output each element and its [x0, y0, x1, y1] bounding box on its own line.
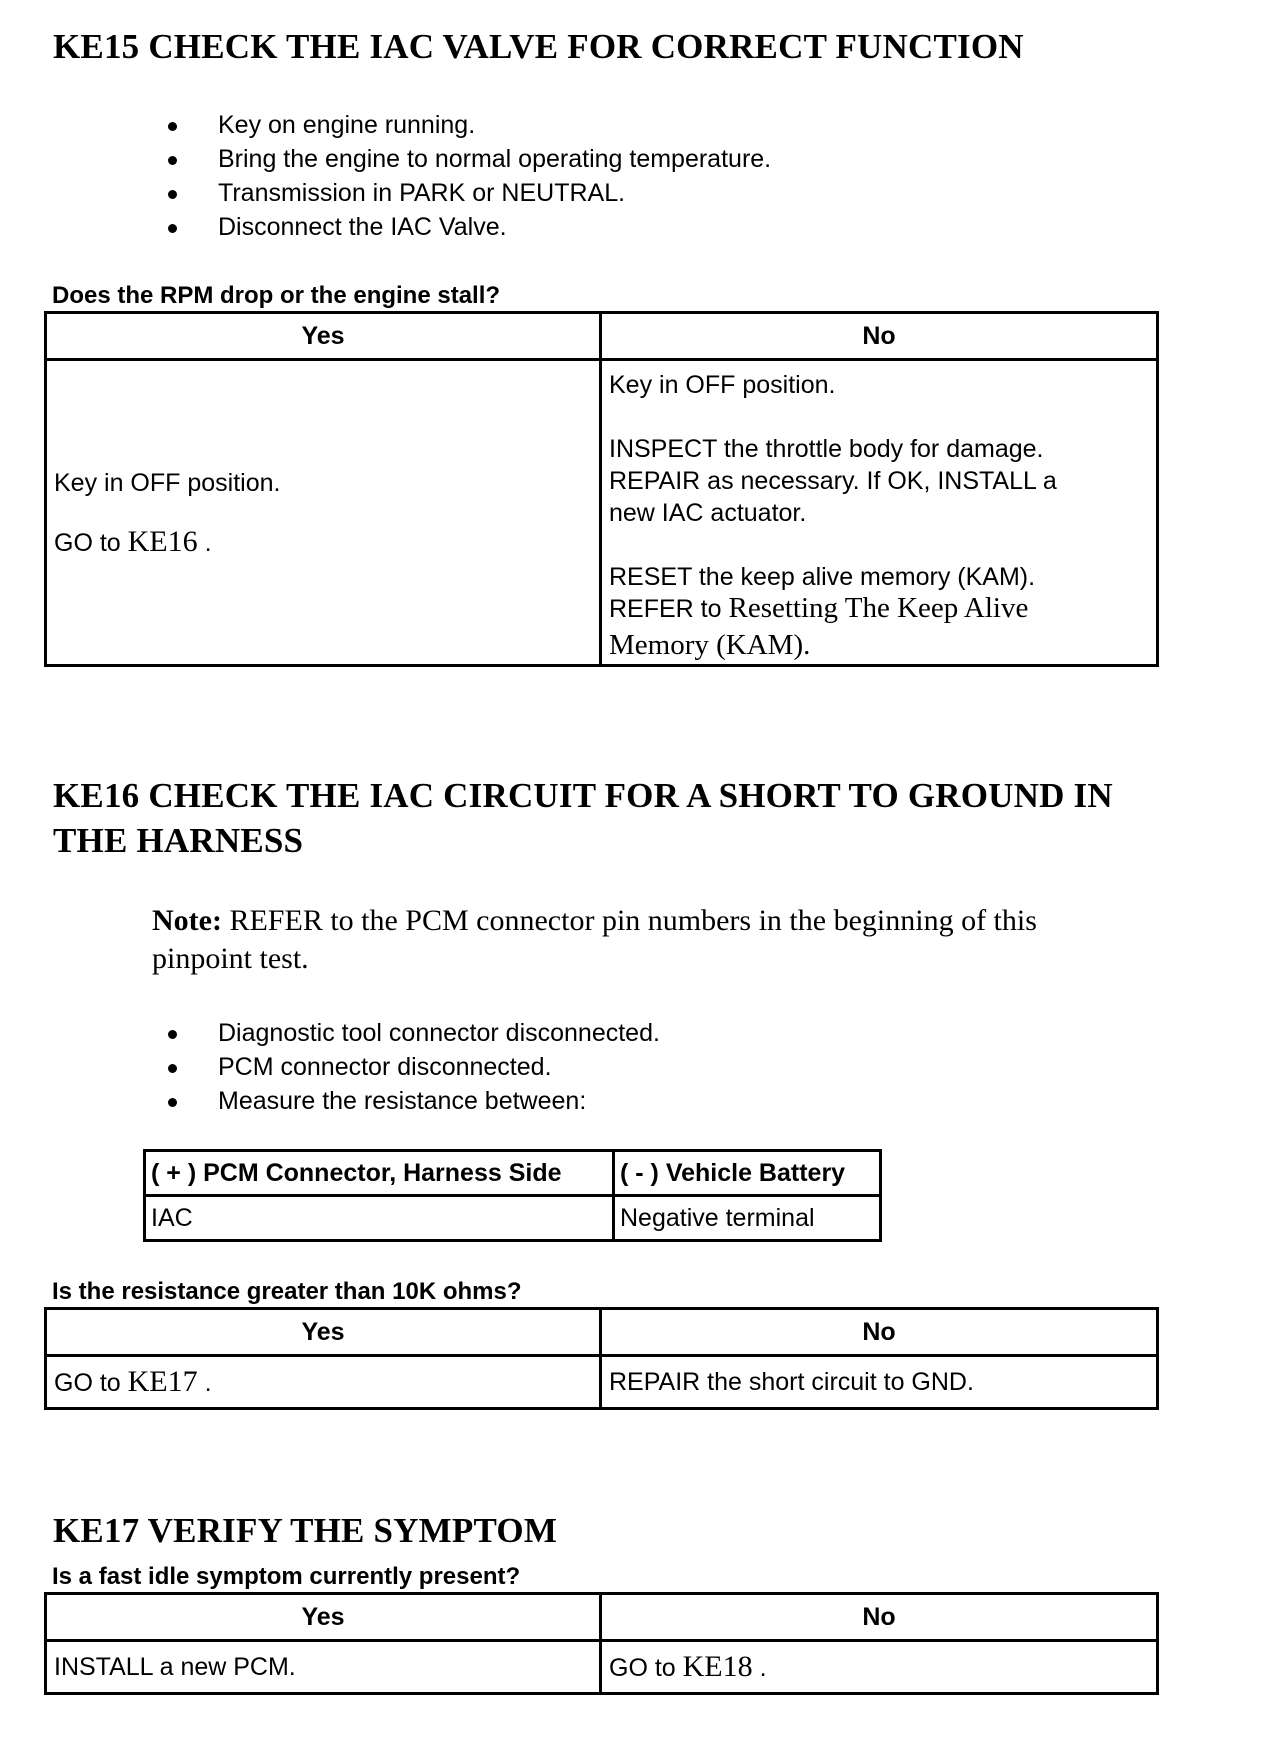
no-cell: Key in OFF position. INSPECT the throttle body for damage. REPAIR as necessary. If OK, INSTALL a new IAC actuator. RESET the keep alive memory (KAM). REFER to Resetting The Keep Alive Memory (KAM).: [601, 360, 1158, 666]
yes-cell: [46, 360, 601, 666]
pcm-resistance-table: [143, 1149, 882, 1242]
no-header: No: [601, 313, 1158, 360]
ke17-result-table: [44, 1592, 1159, 1695]
yes-goto: GO to KE16 .: [54, 525, 212, 558]
list-item: Transmission in PARK or NEUTRAL.: [218, 176, 771, 210]
ke15-title: KE15 CHECK THE IAC VALVE FOR CORRECT FUNCTION: [53, 27, 1024, 66]
list-item: Bring the engine to normal operating temperature.: [218, 142, 771, 176]
vehicle-battery-header: ( - ) Vehicle Battery: [614, 1151, 881, 1196]
table-header-row: [46, 313, 1158, 360]
table-header-row: [46, 1309, 1158, 1356]
ke16-result-table: [44, 1307, 1159, 1410]
bullet-dot-icon: [168, 1030, 177, 1039]
table-row: [46, 1356, 1158, 1409]
yes-key-off: Key in OFF position.: [54, 469, 281, 497]
bullet-dot-icon: [168, 1064, 177, 1073]
ke16-bullet-list: [218, 1016, 660, 1118]
ke16-title-line1: KE16 CHECK THE IAC CIRCUIT FOR A SHORT TO GROUND IN: [53, 776, 1113, 815]
ke16-note: Note: REFER to the PCM connector pin numbers in the beginning of this pinpoint test.: [152, 904, 1037, 975]
table-row: [145, 1196, 881, 1241]
no-cell: REPAIR the short circuit to GND.: [601, 1356, 1158, 1409]
ke16-title-line2: THE HARNESS: [53, 821, 304, 860]
yes-header: Yes: [46, 313, 601, 360]
ke16-question: Is the resistance greater than 10K ohms?: [52, 1278, 522, 1305]
yes-cell: INSTALL a new PCM.: [46, 1641, 601, 1694]
ke15-result-table: [44, 311, 1159, 667]
yes-cell: GO to KE17 .: [46, 1356, 601, 1409]
pcm-connector-value: IAC: [145, 1196, 614, 1241]
table-row: [46, 1641, 1158, 1694]
table-header-row: [145, 1151, 881, 1196]
list-item: Diagnostic tool connector disconnected.: [218, 1016, 660, 1050]
list-item: Key on engine running.: [218, 108, 771, 142]
resetting-kam-link[interactable]: Resetting The Keep Alive: [728, 592, 1029, 624]
pcm-connector-header: ( + ) PCM Connector, Harness Side: [145, 1151, 614, 1196]
list-item: Disconnect the IAC Valve.: [218, 210, 771, 244]
bullet-dot-icon: [168, 190, 177, 199]
bullet-dot-icon: [168, 1098, 177, 1107]
no-header: No: [601, 1309, 1158, 1356]
yes-header: Yes: [46, 1594, 601, 1641]
goto-ke17-link[interactable]: KE17: [127, 1365, 198, 1398]
no-refer-line: REFER to Resetting The Keep Alive: [609, 592, 1029, 624]
vehicle-battery-value: Negative terminal: [614, 1196, 881, 1241]
note-label: Note:: [152, 904, 222, 937]
no-header: No: [601, 1594, 1158, 1641]
ke15-bullet-list: [218, 108, 771, 244]
ke17-question: Is a fast idle symptom currently present?: [52, 1563, 521, 1590]
resetting-kam-link-cont[interactable]: Memory (KAM).: [609, 629, 811, 661]
ke15-question: Does the RPM drop or the engine stall?: [52, 282, 501, 309]
list-item: PCM connector disconnected.: [218, 1050, 660, 1084]
table-row: [46, 360, 1158, 666]
yes-header: Yes: [46, 1309, 601, 1356]
bullet-dot-icon: [168, 156, 177, 165]
goto-ke18-link[interactable]: KE18: [682, 1650, 753, 1683]
bullet-dot-icon: [168, 224, 177, 233]
goto-ke16-link[interactable]: KE16: [127, 525, 198, 558]
list-item: Measure the resistance between:: [218, 1084, 660, 1118]
ke17-title: KE17 VERIFY THE SYMPTOM: [53, 1511, 558, 1550]
no-cell: GO to KE18 .: [601, 1641, 1158, 1694]
table-header-row: [46, 1594, 1158, 1641]
bullet-dot-icon: [168, 122, 177, 131]
